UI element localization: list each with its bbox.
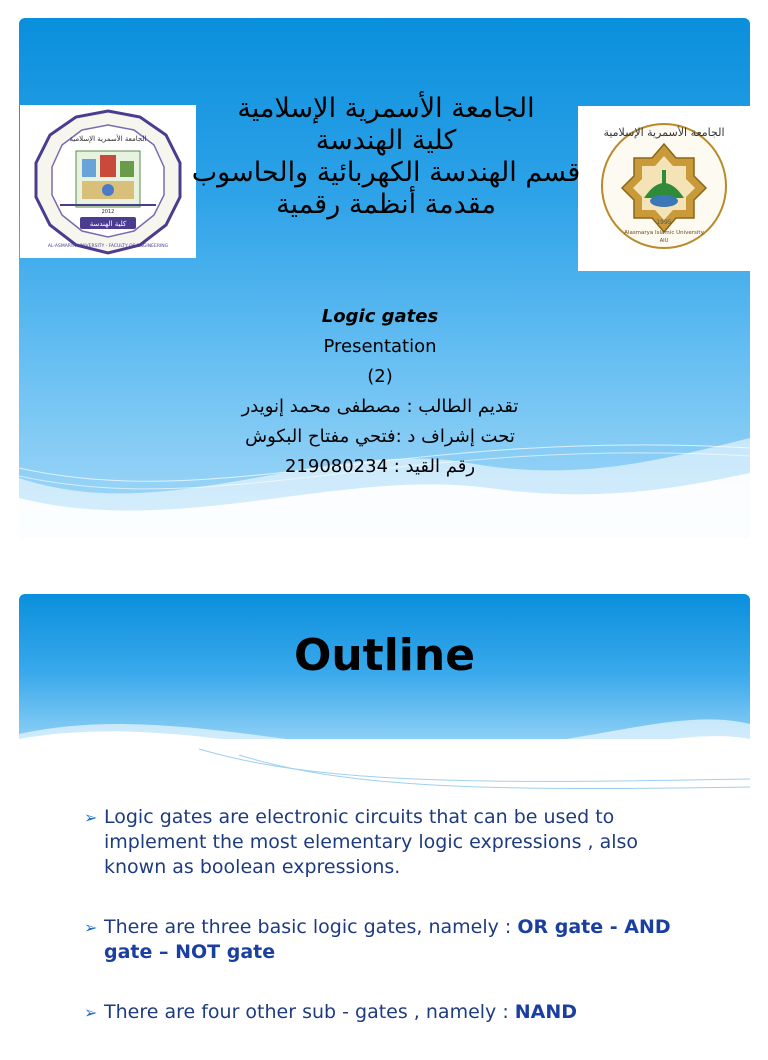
course-name: مقدمة أنظمة رقمية <box>276 189 496 220</box>
outline-title: Outline <box>293 630 476 681</box>
arabic-title-block <box>180 93 592 221</box>
department-name: قسم الهندسة الكهربائية والحاسوب <box>191 157 581 188</box>
university-logo <box>578 106 750 271</box>
student-id-line: رقم القيد : 219080234 <box>284 456 476 477</box>
student-line: تقديم الطالب : مصطفى محمد إنويدر <box>241 396 519 417</box>
presentation-number: (2) <box>367 366 393 387</box>
supervisor-line: تحت إشراف د :فتحي مفتاح البكوش <box>245 426 515 447</box>
faculty-engineering-logo <box>20 105 196 258</box>
presentation-info <box>180 302 580 482</box>
svg-text:AL-ASMARYA UNIVERSITY - FACULT: AL-ASMARYA UNIVERSITY - FACULTY OF ENGINEERING <box>47 244 169 249</box>
svg-text:Alasmarya Islamic University: Alasmarya Islamic University <box>624 230 704 236</box>
svg-text:الجامعة الأسمرية الإسلامية: الجامعة الأسمرية الإسلامية <box>69 135 147 143</box>
list-item: ➢ Logic gates are electronic circuits that can be used to implement the most elementary logic expressions , also known as boolean expressions. <box>84 806 639 878</box>
svg-text:الجامعة الأسمرية الإسلامية: الجامعة الأسمرية الإسلامية <box>603 126 725 139</box>
svg-text:1995: 1995 <box>656 219 672 226</box>
svg-text:2012: 2012 <box>101 209 115 215</box>
list-item: ➢ There are four other sub - gates , namely : NAND <box>84 1001 578 1023</box>
faculty-name: كلية الهندسة <box>315 125 457 156</box>
presentation-label: Presentation <box>323 336 437 357</box>
subject-title: Logic gates <box>321 306 439 327</box>
wave-decoration <box>19 689 750 799</box>
arrow-bullet-icon: ➢ <box>84 808 98 827</box>
arrow-bullet-icon: ➢ <box>84 918 98 937</box>
arrow-bullet-icon: ➢ <box>84 1003 98 1022</box>
list-item: ➢ There are three basic logic gates, namely : OR gate - AND gate – NOT gate <box>84 916 671 963</box>
svg-text:AIU: AIU <box>659 238 669 244</box>
bullet-list <box>80 805 700 1060</box>
university-name: الجامعة الأسمرية الإسلامية <box>237 93 535 124</box>
svg-text:كلية الهندسة: كلية الهندسة <box>89 220 127 228</box>
